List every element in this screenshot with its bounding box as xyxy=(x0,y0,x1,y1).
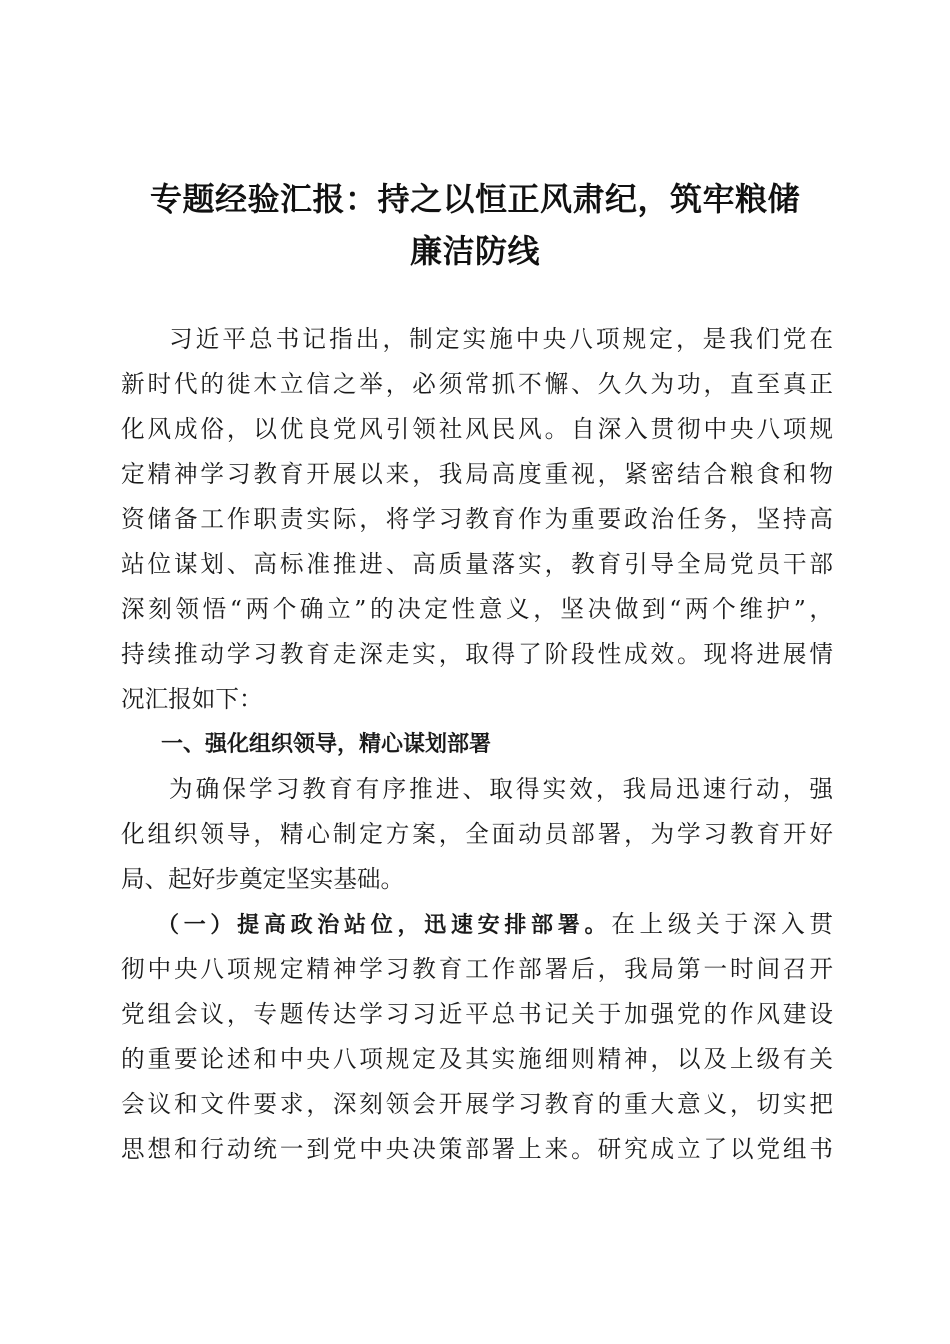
paragraph-3-line: 思想和行动统一到党中央决策部署上来。研究成立了以党组书 xyxy=(121,1135,833,1163)
paragraph-1-line: 深刻领悟“两个确立”的决定性意义，坚决做到“两个维护”， xyxy=(121,595,833,623)
title-line-1: 专题经验汇报：持之以恒正风肃纪，筑牢粮储 xyxy=(149,180,800,218)
subsection-1-lead-rest: 在上级关于深入贯 xyxy=(611,910,833,938)
document-title xyxy=(110,173,840,277)
subsection-1-lead: （一）提高政治站位，迅速安排部署。 xyxy=(157,913,612,938)
paragraph-2-line: 局、起好步奠定坚实基础。 xyxy=(121,865,405,893)
title-line-2: 廉洁防线 xyxy=(409,232,540,270)
paragraph-1-line: 化风成俗，以优良党风引领社风民风。自深入贯彻中央八项规 xyxy=(121,415,833,443)
paragraph-1-line: 况汇报如下： xyxy=(121,685,263,713)
paragraph-2-line: 为确保学习教育有序推进、取得实效，我局迅速行动，强 xyxy=(169,775,833,803)
paragraph-1-line: 站位谋划、高标准推进、高质量落实，教育引导全局党员干部 xyxy=(121,550,833,578)
paragraph-3-line: 彻中央八项规定精神学习教育工作部署后，我局第一时间召开 xyxy=(121,955,833,983)
document-body xyxy=(121,317,833,1172)
paragraph-3-line: 的重要论述和中央八项规定及其实施细则精神，以及上级有关 xyxy=(121,1045,833,1073)
paragraph-3-line: 会议和文件要求，深刻领会开展学习教育的重大意义，切实把 xyxy=(121,1090,833,1118)
section-1-heading: 一、强化组织领导，精心谋划部署 xyxy=(161,732,492,757)
paragraph-1-line: 持续推动学习教育走深走实，取得了阶段性成效。现将进展情 xyxy=(121,640,833,668)
paragraph-3-line: 党组会议，专题传达学习习近平总书记关于加强党的作风建设 xyxy=(121,1000,833,1028)
paragraph-1-line: 新时代的徙木立信之举，必须常抓不懈、久久为功，直至真正 xyxy=(121,370,833,398)
paragraph-1-line: 定精神学习教育开展以来，我局高度重视，紧密结合粮食和物 xyxy=(121,460,833,488)
paragraph-2-line: 化组织领导，精心制定方案，全面动员部署，为学习教育开好 xyxy=(121,820,833,848)
paragraph-1-line: 资储备工作职责实际，将学习教育作为重要政治任务，坚持高 xyxy=(121,505,833,533)
paragraph-1-line: 习近平总书记指出，制定实施中央八项规定，是我们党在 xyxy=(169,325,833,353)
subsection-1-lead-line xyxy=(121,902,833,947)
